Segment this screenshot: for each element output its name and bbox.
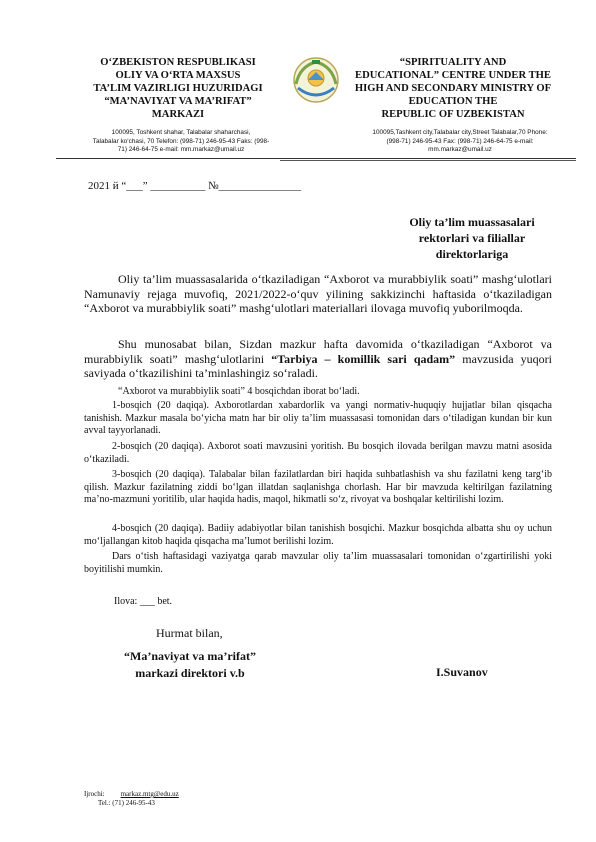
header-right-line: EDUCATIONAL” CENTRE UNDER THE [355, 70, 551, 81]
body-text: Shu munosabat bilan, Sizdan mazkur hafta davomida o‘tkaziladigan “Axborot va murabbiylik soati” mashg‘ulotlarini [84, 337, 552, 366]
topic-title: “Tarbiya – komillik sari qadam” [271, 351, 456, 366]
address-line: 100095, Toshkent shahar, Talabalar shaharchasi, [111, 129, 251, 136]
header-right-line: “SPIRITUALITY AND [399, 57, 507, 68]
stage-paragraph: 2-bosqich (20 daqiqa). Axborot soati mavzusini yoritish. Bu bosqich ilovada berilgan mavzu matni asosida o‘tkaziladi. [84, 441, 552, 465]
address-line: mm.markaz@umail.uz [428, 146, 492, 154]
header-left-line: OLIY VA O‘RTA MAXSUS [115, 70, 241, 81]
attachment-note: Ilova: ___ bet. [114, 596, 173, 607]
addressee-line: rektorlari va filiallar [418, 231, 526, 245]
stage-intro: “Axborot va murabbiylik soati” 4 bosqichdan iborat bo‘ladi. [118, 386, 360, 397]
address-line: (998-71) 246-95-43 Fax: (998-71) 246-64-75 e-mail: [386, 137, 534, 145]
addressee [392, 214, 552, 262]
header-left-line: MARKAZI [151, 109, 205, 120]
executor-label: Ijrochi: [84, 790, 105, 798]
date-number-line: 2021 й “___” __________ №_______________ [88, 180, 302, 192]
state-emblem-icon [290, 54, 342, 106]
header-right-line: REPUBLIC OF UZBEKISTAN [381, 109, 525, 120]
address-line: 71) 246-64-75 e-mail: mm.markaz@umail.uz [117, 146, 245, 154]
closing-regards: Hurmat bilan, [156, 626, 223, 640]
signer-line: “Ma’naviyat va ma’rifat” [124, 649, 256, 663]
address-line: 100095,Tashkent city,Talabalar city,Street Talabalar,70 Phone: [372, 129, 548, 136]
header-divider-thin [280, 160, 576, 161]
body-paragraph [84, 337, 552, 381]
header-divider [56, 158, 576, 159]
stage-paragraph: 1-bosqich (20 daqiqa). Axborotlardan xabardorlik va yangi normativ-huquqiy hujjatlar bilan qisqacha tanishish. Mazkur masala bo‘yicha matn har bir oliy ta’lim muassasasi tomonidan dars o‘tiladigan kundan bir kun avval tayyorlanadi. [84, 400, 552, 437]
stage-paragraph: 3-bosqich (20 daqiqa). Talabalar bilan fazilatlardan biri haqida suhbatlashish va shu fazilatni keng targ‘ib qilish. Mazkur fazilatning ziddi bo‘lgan illatdan saqlanishga chorlash. Har bir mavzuda keltirilgan fazilatning ma’no-mazmuni yoritilib, ular haqida hadis, maqol, hikmatli so‘z, rivoyat va boshqalar keltirilishi lozim. [84, 469, 552, 506]
footer-executor [84, 790, 179, 808]
stage-paragraph: 4-bosqich (20 daqiqa). Badiiy adabiyotlar bilan tanishish bosqichi. Mazkur bosqichda albatta shu oy uchun mo‘ljallangan kitob haqida qisqacha ma’lumot berilishi lozim. [84, 523, 552, 547]
header-right-line: EDUCATION THE [408, 96, 498, 107]
header-right [340, 56, 566, 121]
address-left [72, 129, 290, 155]
body-paragraph: Oliy ta’lim muassasalarida o‘tkaziladigan “Axborot va murabbiylik soati” mashg‘ulotlari Namunaviy rejaga muvofiq, 2021/2022-o‘quv yilining sakkizinchi haftasida o‘tkaziladigan “Axborot va murabbiylik soati” mashg‘ulotlari materiallari ilovaga muvofiq yuborilmoqda. [84, 272, 552, 316]
address-right [352, 129, 568, 155]
header-left-line: O‘ZBEKISTON RESPUBLIKASI [100, 57, 256, 68]
signer-title [110, 648, 270, 682]
addressee-line: direktorlariga [435, 247, 509, 261]
stage-paragraph: Dars o‘tish haftasidagi vaziyatga qarab mavzular oliy ta’lim muassasalari tomonidan o‘zgartirilishi yoki boyitilishi mumkin. [84, 551, 552, 575]
signer-line: markazi direktori v.b [135, 666, 245, 680]
header-left-line: “MA’NAVIYAT VA MA’RIFAT” [104, 96, 252, 107]
header-left-line: TA’LIM VAZIRLIGI HUZURIDAGI [93, 83, 263, 94]
addressee-line: Oliy ta’lim muassasalari [409, 215, 535, 229]
signer-name: I.Suvanov [436, 665, 488, 679]
body-text: mavzusida yuqori saviyada o‘tkazilishini ta’minlashingiz so‘raladi. [84, 351, 552, 381]
executor-phone: Tel.: (71) 246-95-43 [98, 799, 155, 807]
header-left [56, 56, 300, 121]
executor-email: markaz.mtg@edu.uz [120, 790, 179, 798]
header-right-line: HIGH AND SECONDARY MINISTRY OF [354, 83, 552, 94]
address-line: Talabalar ko‘chasi, 70 Telefon: (998-71) 246-95-43 Faks: (998- [92, 137, 270, 145]
